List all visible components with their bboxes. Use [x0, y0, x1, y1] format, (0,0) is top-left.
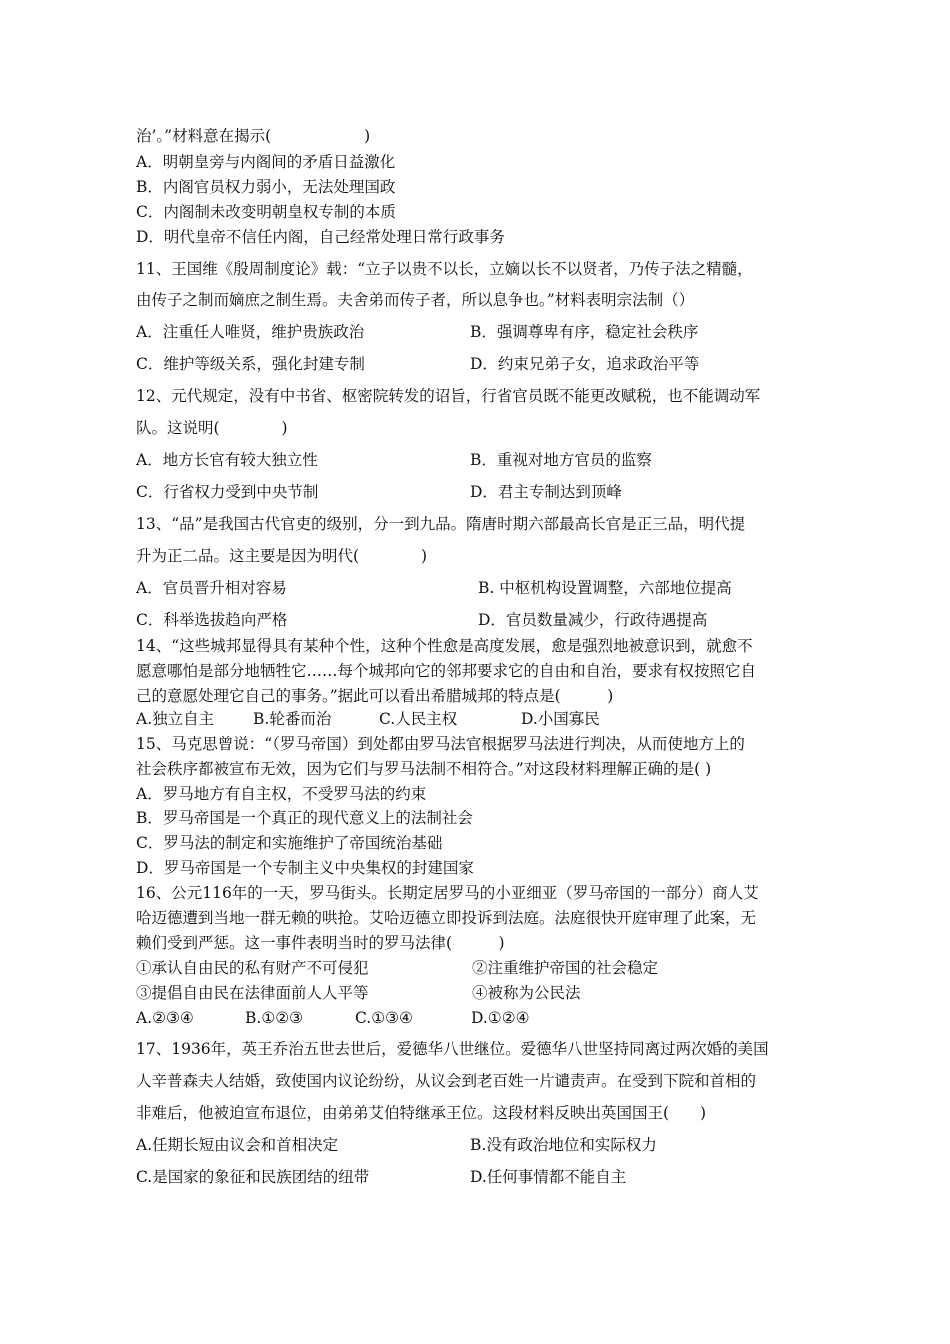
q12-stem-line-1: 12、元代规定，没有中书省、枢密院转发的诏旨，行省官员既不能更改赋税，也不能调动军	[136, 387, 761, 405]
q14-option-a: A.独立自主	[136, 710, 215, 728]
q16-statement-1: ①承认自由民的私有财产不可侵犯	[136, 959, 369, 977]
q13-option-d: D．官员数量减少，行政待遇提高	[478, 611, 708, 629]
q14-option-d: D.小国寡民	[521, 710, 600, 728]
q15-option-c: C．罗马法的制定和实施维护了帝国统治基础	[136, 834, 443, 852]
q13-option-a: A．官员晋升相对容易	[136, 579, 287, 597]
q14-option-c: C.人民主权	[379, 710, 458, 728]
q13-option-b: B. 中枢机构设置调整，六部地位提高	[478, 579, 732, 597]
q10-option-c: C．内阁制未改变明朝皇权专制的本质	[136, 203, 396, 221]
q16-option-a: A.②③④	[136, 1009, 194, 1027]
q17-option-c: C.是国家的象征和民族团结的纽带	[136, 1168, 370, 1186]
q10-option-b: B．内阁官员权力弱小，无法处理国政	[136, 178, 396, 196]
q11-stem-line-2: 由传子之制而嫡庶之制生焉。夫舍弟而传子者，所以息争也。”材料表明宗法制（）	[136, 291, 695, 309]
q11-stem-line-1: 11、王国维《殷周制度论》载：“立子以贵不以长，立嫡以长不以贤者，乃传子法之精髓，	[136, 260, 753, 278]
q17-option-d: D.任何事情都不能自主	[470, 1168, 627, 1186]
q17-option-a: A.任期长短由议会和首相决定	[136, 1136, 339, 1154]
q14-stem-line-1: 14、“这些城邦显得具有某种个性，这种个性愈是高度发展，愈是强烈地被意识到，就愈不	[136, 637, 753, 655]
q10-stem: 治’。”材料意在揭示( )	[136, 127, 371, 145]
q15-option-b: B．罗马帝国是一个真正的现代意义上的法制社会	[136, 809, 473, 827]
q16-option-c: C.①③④	[355, 1009, 413, 1027]
q12-option-c: C．行省权力受到中央节制	[136, 483, 319, 501]
q12-option-d: D．君主专制达到顶峰	[470, 483, 622, 501]
q11-option-c: C．维护等级关系，强化封建专制	[136, 355, 365, 373]
q15-stem-line-2: 社会秩序都被宣布无效，因为它们与罗马法制不相符合。”对这段材料理解正确的是( )	[136, 760, 712, 778]
q16-statement-4: ④被称为公民法	[472, 984, 581, 1002]
q14-option-b: B.轮番而治	[253, 710, 332, 728]
q15-stem-line-1: 15、马克思曾说：“（罗马帝国）到处都由罗马法官根据罗马法进行判决，从而使地方上的	[136, 735, 745, 753]
q14-stem-line-3: 己的意愿处理它自己的事务。”据此可以看出希腊城邦的特点是( )	[136, 687, 614, 705]
q16-stem-line-2: 哈迈德遭到当地一群无赖的哄抢。艾哈迈德立即投诉到法庭。法庭很快开庭审理了此案，无	[136, 909, 757, 927]
q16-option-b: B.①②③	[245, 1009, 304, 1027]
q17-option-b: B.没有政治地位和实际权力	[470, 1136, 657, 1154]
q17-stem-line-2: 人辛普森夫人结婚，致使国内议论纷纷，从议会到老百姓一片谴责声。在受到下院和首相的	[136, 1072, 757, 1090]
q15-option-a: A．罗马地方有自主权，不受罗马法的约束	[136, 785, 427, 803]
q15-option-d: D．罗马帝国是一个专制主义中央集权的封建国家	[136, 859, 474, 877]
q16-statement-2: ②注重维护帝国的社会稳定	[472, 959, 659, 977]
q16-option-d: D.①②④	[471, 1009, 530, 1027]
q14-stem-line-2: 愿意哪怕是部分地牺牲它……每个城邦向它的邻邦要求它的自由和自治，要求有权按照它自	[136, 662, 757, 680]
q16-stem-line-3: 赖们受到严惩。这一事件表明当时的罗马法律( )	[136, 934, 505, 952]
q11-option-b: B．强调尊卑有序，稳定社会秩序	[470, 323, 699, 341]
q11-option-a: A．注重任人唯贤，维护贵族政治	[136, 323, 365, 341]
q13-stem-line-1: 13、“品”是我国古代官吏的级别，分一到九品。隋唐时期六部最高长官是正三品，明代提	[136, 515, 746, 533]
q10-option-a: A．明朝皇旁与内阁间的矛盾日益激化	[136, 153, 396, 171]
q12-stem-line-2: 队。这说明( )	[136, 419, 288, 437]
q17-stem-line-1: 17、1936年，英王乔治五世去世后，爱德华八世继位。爱德华八世坚持同离过两次婚的美国	[136, 1040, 769, 1058]
q17-stem-line-3: 非难后，他被迫宣布退位，由弟弟艾伯特继承王位。这段材料反映出英国国王( )	[136, 1104, 707, 1122]
q13-stem-line-2: 升为正二品。这主要是因为明代( )	[136, 547, 428, 565]
q16-stem-line-1: 16、公元116年的一天，罗马街头。长期定居罗马的小亚细亚（罗马帝国的一部分）商人艾	[136, 884, 759, 902]
q10-option-d: D．明代皇帝不信任内阁，自己经常处理日常行政事务	[136, 228, 505, 246]
q13-option-c: C．科举选拔趋向严格	[136, 611, 288, 629]
q11-option-d: D．约束兄弟子女，追求政治平等	[470, 355, 700, 373]
q16-statement-3: ③提倡自由民在法律面前人人平等	[136, 984, 369, 1002]
q12-option-b: B．重视对地方官员的监察	[470, 451, 652, 469]
q12-option-a: A．地方长官有较大独立性	[136, 451, 318, 469]
